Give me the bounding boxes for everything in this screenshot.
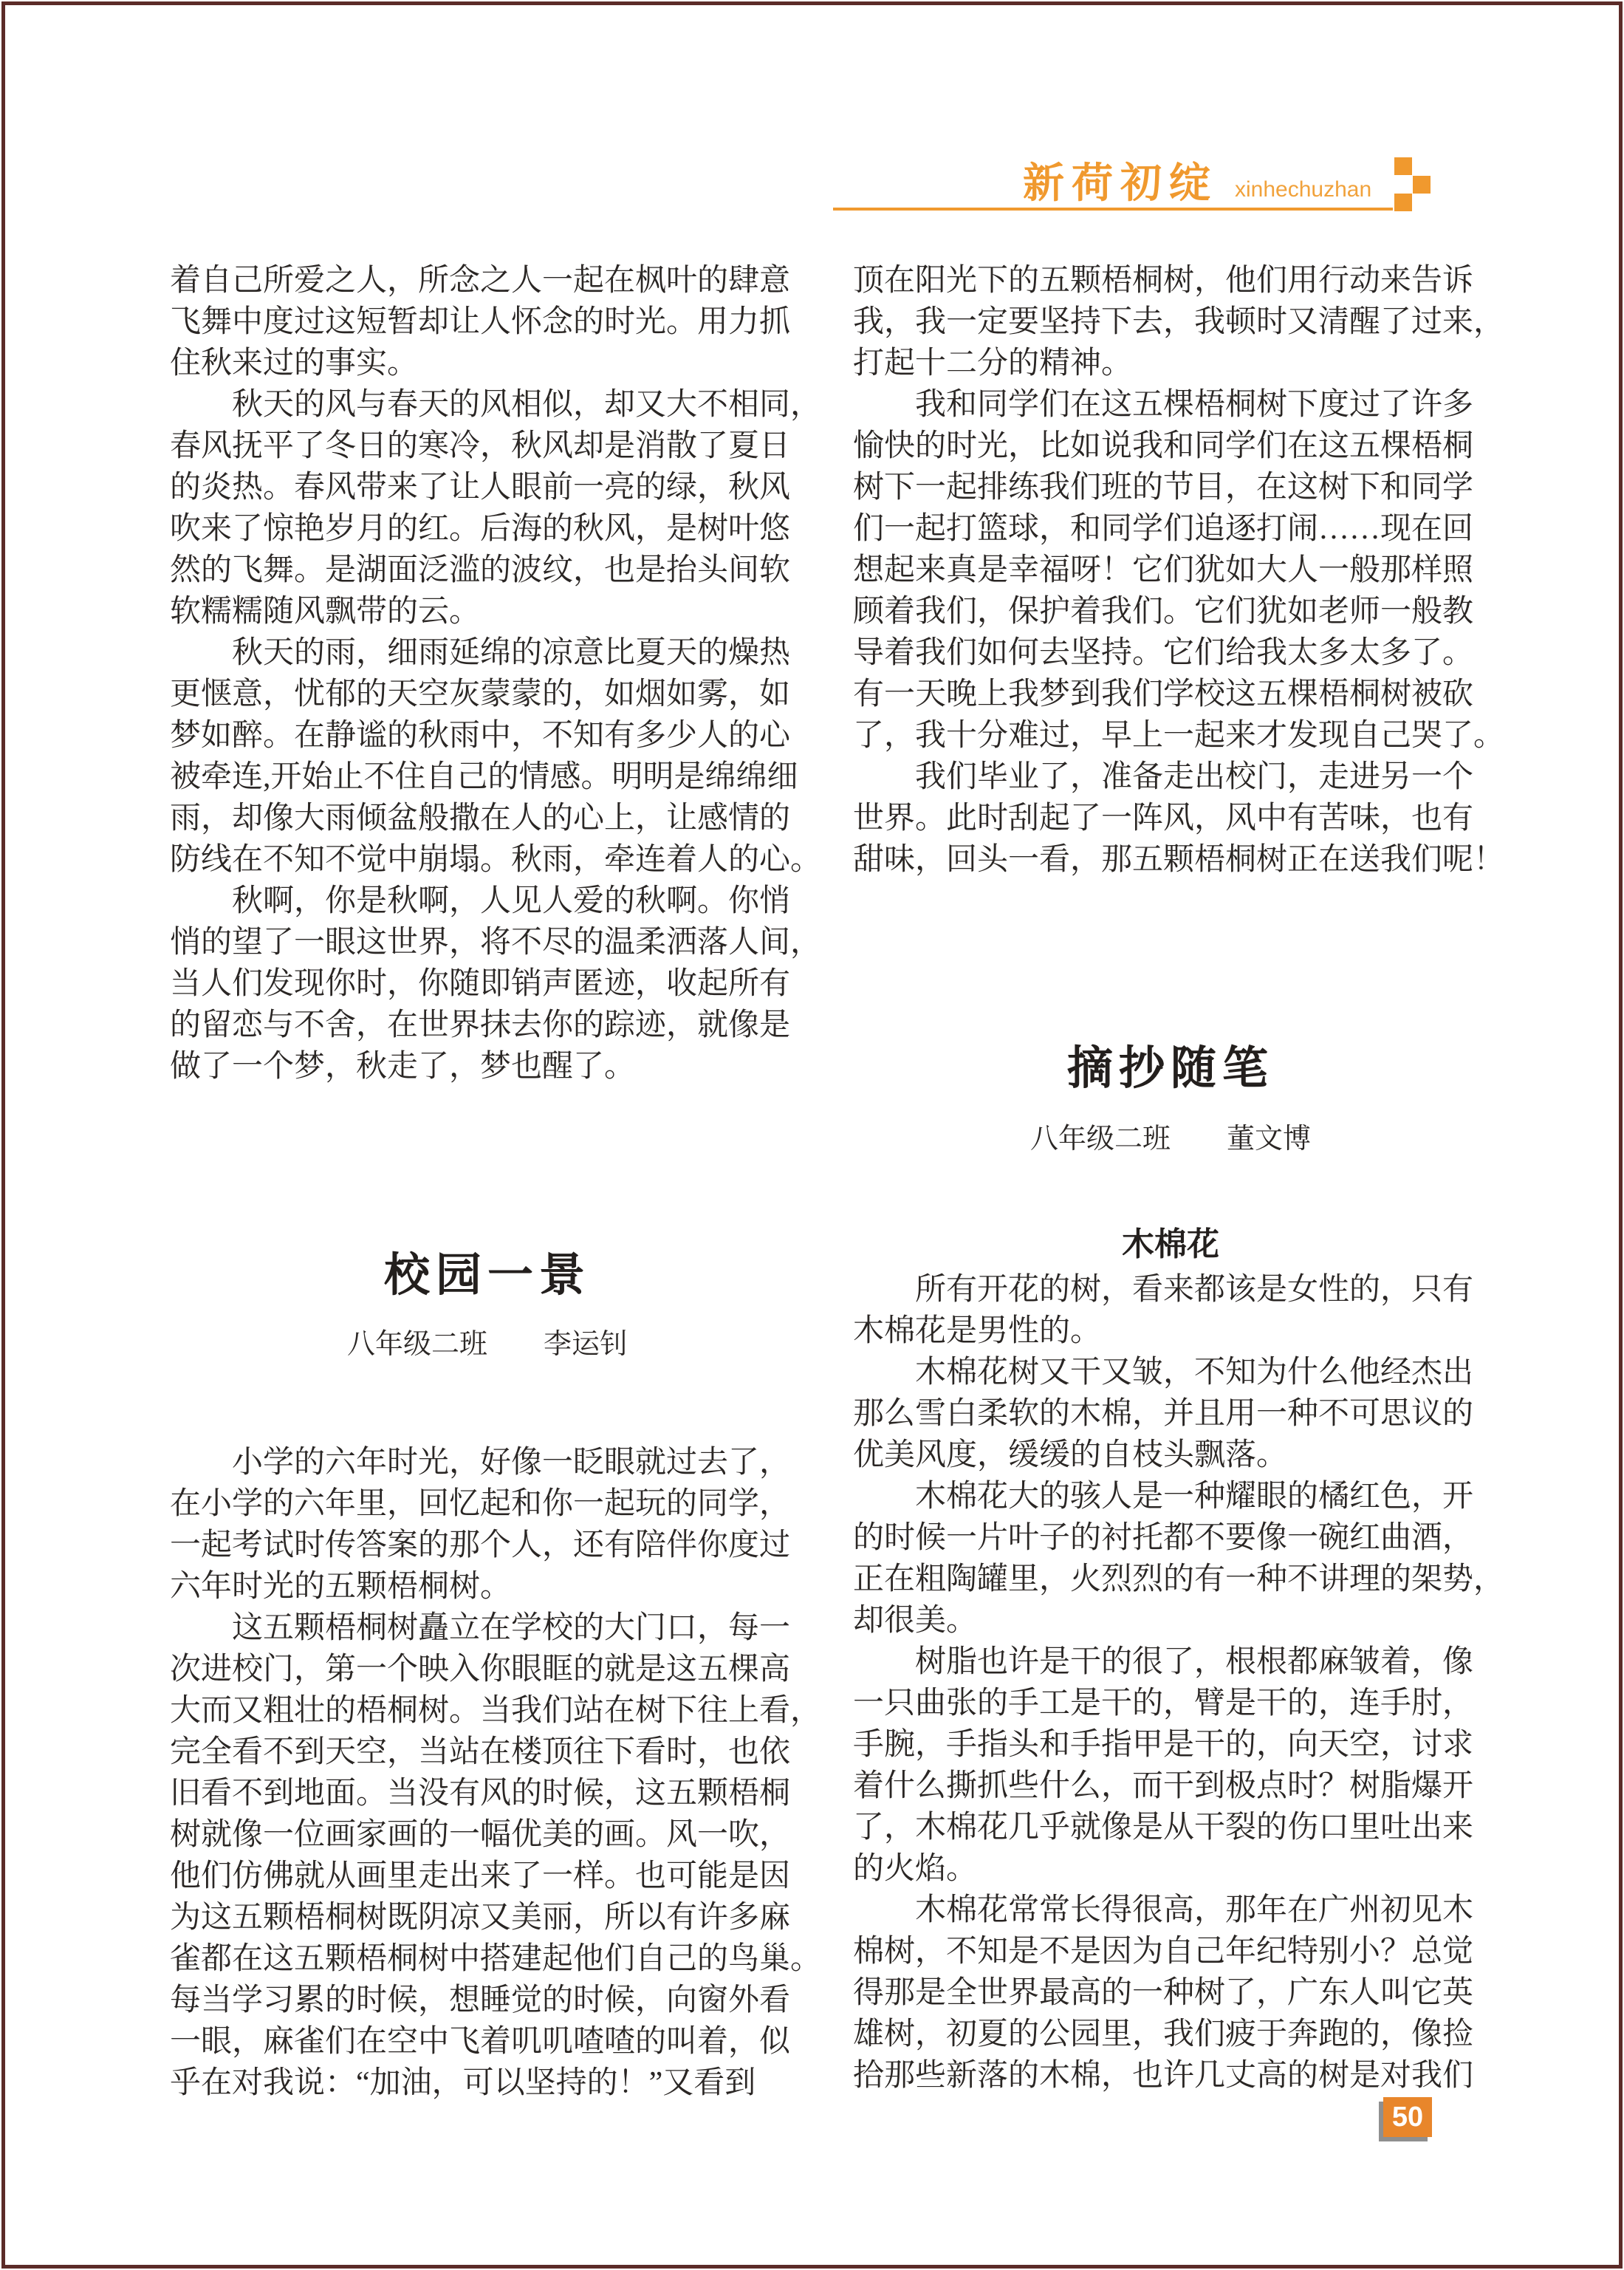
essay-line: 这五颗梧桐树矗立在学校的大门口，每一 bbox=[170, 1611, 791, 1645]
essay-line: 悄的望了一眼这世界，将不尽的温柔洒落人间， bbox=[170, 926, 822, 960]
essay-line: 在小学的六年里，回忆起和你一起玩的同学， bbox=[170, 1487, 791, 1521]
orange-square-icon bbox=[1394, 194, 1412, 211]
essay-line: 想起来真是幸福呀！它们犹如大人一般那样照 bbox=[853, 553, 1474, 587]
essay-line: 的时候一片叶子的衬托都不要像一碗红曲酒， bbox=[853, 1521, 1474, 1555]
essay-line: 顾着我们，保护着我们。它们犹如老师一般教 bbox=[853, 595, 1474, 629]
essay-line: 我和同学们在这五棵梧桐树下度过了许多 bbox=[853, 388, 1474, 422]
essay-line: 棉树，不知是不是因为自己年纪特别小？总觉 bbox=[853, 1935, 1474, 1969]
essay-line: 六年时光的五颗梧桐树。 bbox=[170, 1570, 512, 1604]
essay-line: 一起考试时传答案的那个人，还有陪伴你度过 bbox=[170, 1528, 791, 1562]
essay-line: 一眼，麻雀们在空中飞着叽叽喳喳的叫着，似 bbox=[170, 2025, 791, 2059]
essay-line: 拾那些新落的木棉，也许几丈高的树是对我们 bbox=[853, 2059, 1474, 2093]
essay-line: 小学的六年时光，好像一眨眼就过去了， bbox=[170, 1446, 791, 1480]
essay-title: 校园一景 bbox=[383, 1251, 592, 1301]
essay-line: 所有开花的树，看来都该是女性的，只有 bbox=[853, 1273, 1474, 1307]
essay-line: 树就像一位画家画的一幅优美的画。风一吹， bbox=[170, 1818, 791, 1852]
essay-line: 打起十二分的精神。 bbox=[853, 346, 1133, 380]
essay-line: 树脂也许是干的很了，根根都麻皱着，像 bbox=[853, 1645, 1474, 1679]
essay-line: 梦如醉。在静谧的秋雨中，不知有多少人的心 bbox=[170, 719, 791, 753]
orange-square-icon bbox=[1394, 157, 1412, 175]
essay-line: 那么雪白柔软的木棉，并且用一种不可思议的 bbox=[853, 1397, 1474, 1431]
essay-line: 他们仿佛就从画里走出来了一样。也可能是因 bbox=[170, 1859, 791, 1893]
essay-line: 防线在不知不觉中崩塌。秋雨，牵连着人的心。 bbox=[170, 843, 822, 877]
essay-line: 的火焰。 bbox=[853, 1852, 978, 1886]
essay-subtitle: 木棉花 bbox=[1122, 1226, 1219, 1262]
essay-line: 却很美。 bbox=[853, 1604, 978, 1638]
essay-line: 得那是全世界最高的一种树了，广东人叫它英 bbox=[853, 1976, 1474, 2010]
essay-line: 的留恋与不舍，在世界抹去你的踪迹，就像是 bbox=[170, 1008, 791, 1042]
essay-line: 的炎热。春风带来了让人眼前一亮的绿，秋风 bbox=[170, 471, 791, 505]
essay-line: 有一天晚上我梦到我们学校这五棵梧桐树被砍 bbox=[853, 677, 1474, 711]
essay-line: 顶在阳光下的五颗梧桐树，他们用行动来告诉 bbox=[853, 264, 1474, 298]
essay-line: 大而又粗壮的梧桐树。当我们站在树下往上看， bbox=[170, 1694, 822, 1728]
essay-line: 一只曲张的手工是干的，臂是干的，连手肘， bbox=[853, 1686, 1474, 1720]
essay-line: 吹来了惊艳岁月的红。后海的秋风，是树叶悠 bbox=[170, 512, 791, 546]
essay-line: 木棉花是男性的。 bbox=[853, 1314, 1102, 1348]
essay-line: 我们毕业了，准备走出校门，走进另一个 bbox=[853, 760, 1474, 794]
essay-line: 旧看不到地面。当没有风的时候，这五颗梧桐 bbox=[170, 1777, 791, 1811]
essay-line: 当人们发现你时，你随即销声匿迹，收起所有 bbox=[170, 967, 791, 1001]
essay-line: 着什么撕抓些什么，而干到极点时？树脂爆开 bbox=[853, 1769, 1474, 1803]
essay-line: 了，木棉花几乎就像是从干裂的伤口里吐出来 bbox=[853, 1811, 1474, 1845]
essay-line: 导着我们如何去坚持。它们给我太多太多了。 bbox=[853, 636, 1474, 670]
essay-line: 软糯糯随风飘带的云。 bbox=[170, 595, 481, 629]
page-number-badge: 50 bbox=[1383, 2097, 1432, 2137]
essay-line: 树下一起排练我们班的节目，在这树下和同学 bbox=[853, 471, 1474, 505]
essay-line: 木棉花常常长得很高，那年在广州初见木 bbox=[853, 1893, 1474, 1927]
essay-line: 甜味，回头一看，那五颗梧桐树正在送我们呢！ bbox=[853, 843, 1505, 877]
essay-line: 手腕，手指头和手指甲是干的，向天空，讨求 bbox=[853, 1728, 1474, 1762]
essay-line: 次进校门，第一个映入你眼眶的就是这五棵高 bbox=[170, 1652, 791, 1686]
essay-line: 秋天的风与春天的风相似，却又大不相同， bbox=[170, 388, 822, 422]
essay-line: 春风抚平了冬日的寒冷，秋风却是消散了夏日 bbox=[170, 429, 791, 463]
essay-title: 摘抄随笔 bbox=[1066, 1044, 1275, 1094]
essay-line: 完全看不到天空，当站在楼顶往下看时，也依 bbox=[170, 1735, 791, 1769]
essay-line: 木棉花树又干又皱，不知为什么他经杰出 bbox=[853, 1355, 1474, 1389]
essay-line: 乎在对我说：“加油，可以坚持的！”又看到 bbox=[170, 2066, 756, 2100]
essay-line: 秋啊，你是秋啊，人见人爱的秋啊。你悄 bbox=[170, 884, 791, 918]
essay-line: 被牵连,开始止不住自己的情感。明明是绵绵细 bbox=[170, 760, 798, 794]
essay-line: 雨，却像大雨倾盆般撒在人的心上，让感情的 bbox=[170, 801, 791, 835]
masthead-title: 新荷初绽 bbox=[1023, 160, 1218, 206]
essay-author: 八年级二班 李运钊 bbox=[346, 1329, 628, 1360]
orange-square-icon bbox=[1413, 176, 1431, 194]
essay-line: 做了一个梦，秋走了，梦也醒了。 bbox=[170, 1050, 636, 1084]
essay-line: 们一起打篮球，和同学们追逐打闹……现在回 bbox=[853, 512, 1474, 546]
essay-line: 更惬意，忧郁的天空灰蒙蒙的，如烟如雾，如 bbox=[170, 677, 791, 711]
essay-line: 为这五颗梧桐树既阴凉又美丽，所以有许多麻 bbox=[170, 1901, 791, 1935]
essay-line: 每当学习累的时候，想睡觉的时候，向窗外看 bbox=[170, 1983, 791, 2017]
essay-line: 愉快的时光，比如说我和同学们在这五棵梧桐 bbox=[853, 429, 1474, 463]
essay-line: 木棉花大的骇人是一种耀眼的橘红色，开 bbox=[853, 1480, 1474, 1514]
essay-line: 雀都在这五颗梧桐树中搭建起他们自己的鸟巢。 bbox=[170, 1942, 822, 1976]
essay-line: 世界。此时刮起了一阵风，风中有苦味，也有 bbox=[853, 801, 1474, 835]
essay-line: 住秋来过的事实。 bbox=[170, 346, 419, 380]
essay-line: 了，我十分难过，早上一起来才发现自己哭了。 bbox=[853, 719, 1505, 753]
essay-line: 优美风度，缓缓的自枝头飘落。 bbox=[853, 1438, 1288, 1472]
essay-line: 着自己所爱之人，所念之人一起在枫叶的肆意 bbox=[170, 264, 791, 298]
essay-line: 雄树，初夏的公园里，我们疲于奔跑的，像捡 bbox=[853, 2017, 1474, 2051]
masthead-underline bbox=[833, 208, 1393, 211]
essay-line: 秋天的雨，细雨延绵的凉意比夏天的燥热 bbox=[170, 636, 791, 670]
essay-line: 正在粗陶罐里，火烈烈的有一种不讲理的架势， bbox=[853, 1562, 1505, 1596]
essay-author: 八年级二班 董文博 bbox=[1029, 1124, 1312, 1155]
masthead-pinyin: xinhechuzhan bbox=[1235, 177, 1372, 202]
essay-line: 然的飞舞。是湖面泛滥的波纹，也是抬头间软 bbox=[170, 553, 791, 587]
essay-line: 飞舞中度过这短暂却让人怀念的时光。用力抓 bbox=[170, 305, 791, 339]
essay-line: 我，我一定要坚持下去，我顿时又清醒了过来， bbox=[853, 305, 1505, 339]
